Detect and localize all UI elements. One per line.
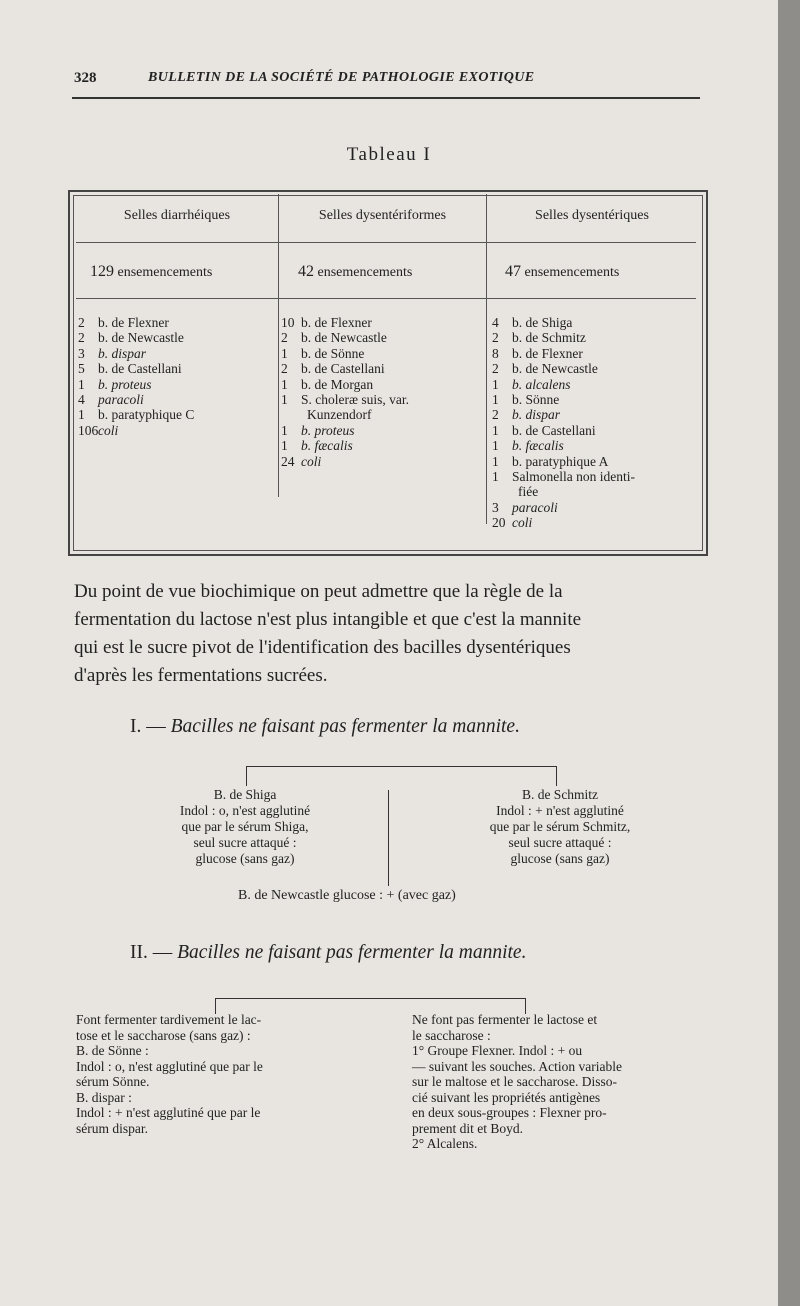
table-entry xyxy=(492,377,635,392)
paragraph-line: d'après les fermentations sucrées. xyxy=(74,665,328,686)
section-1-bracket-left xyxy=(246,766,247,786)
table-entry xyxy=(78,330,194,345)
entry-count: 1 xyxy=(281,392,288,408)
section-1-divider xyxy=(388,790,389,886)
table-entry xyxy=(492,407,635,422)
entry-count: 1 xyxy=(492,376,499,392)
entry-organism: b. de Flexner xyxy=(301,315,372,330)
text-line: Indol : o, n'est agglutiné que par le xyxy=(76,1058,263,1074)
page-number: 328 xyxy=(74,70,97,86)
entry-organism: coli xyxy=(301,453,322,469)
entry-organism: b. fæcalis xyxy=(301,438,353,454)
entry-organism: b. de Flexner xyxy=(512,345,583,361)
col-heading-diarrheiques: Selles diarrhéiques xyxy=(123,208,231,223)
text-line: sur le maltose et le saccharose. Disso- xyxy=(412,1074,618,1089)
entry-organism: b. de Flexner xyxy=(98,315,169,330)
table-rule-header xyxy=(76,242,696,243)
entry-organism: b. de Sönne xyxy=(301,345,365,361)
entry-count: 3 xyxy=(492,499,499,515)
text-line: le saccharose : xyxy=(412,1027,491,1043)
col-count-dysenteriques xyxy=(505,263,619,281)
table-divider-2 xyxy=(486,194,487,524)
entry-organism: b. de Newcastle xyxy=(301,330,387,346)
count-number: 47 xyxy=(505,263,521,280)
col-count-diarrheiques xyxy=(90,263,212,281)
entry-organism: b. de Newcastle xyxy=(512,361,598,377)
text-line: Ne font pas fermenter le lactose et xyxy=(412,1012,598,1027)
body-paragraph xyxy=(74,578,714,690)
entry-organism: S. choleræ suis, var. xyxy=(301,392,409,408)
table-entry xyxy=(78,346,194,361)
count-number: 42 xyxy=(298,263,314,280)
entry-count: 2 xyxy=(492,330,499,346)
section-1-bracket-right xyxy=(556,766,557,786)
entry-organism: b. de Castellani xyxy=(512,422,596,438)
entry-count: 24 xyxy=(281,453,295,469)
text-line: Indol : + n'est agglutiné que par le xyxy=(76,1105,261,1120)
table-entry xyxy=(492,500,635,515)
section-2-right-block xyxy=(412,1012,622,1152)
col-heading-dysenteriformes: Selles dysentériformes xyxy=(318,208,447,223)
table-entry xyxy=(78,423,194,438)
table-title: Tableau I xyxy=(346,144,432,165)
entry-count: 2 xyxy=(492,407,499,423)
text-line: B. de Shiga xyxy=(213,787,277,802)
table-entry xyxy=(281,377,409,392)
text-line: sérum dispar. xyxy=(76,1120,148,1136)
paragraph-line: qui est le sucre pivot de l'identification des bacilles dysentériques xyxy=(74,637,571,658)
entry-count: 4 xyxy=(492,315,499,330)
col-list-dysenteriques xyxy=(492,315,635,531)
table-entry xyxy=(492,330,635,345)
table-rule-count xyxy=(76,298,696,299)
text-line: tose et le saccharose (sans gaz) : xyxy=(76,1027,251,1043)
table-entry xyxy=(281,407,409,422)
table-entry xyxy=(492,484,635,499)
entry-count: 2 xyxy=(78,330,85,346)
paragraph-line: fermentation du lactose n'est plus intangible et que c'est la mannite xyxy=(74,609,582,630)
entry-organism: b. alcalens xyxy=(512,376,571,392)
table-entry xyxy=(281,423,409,438)
section-1-newcastle: B. de Newcastle glucose : + (avec gaz) xyxy=(238,888,456,903)
entry-organism: b. de Castellani xyxy=(301,361,385,377)
entry-count: 3 xyxy=(78,345,85,361)
text-line: cié suivant les propriétés antigènes xyxy=(412,1089,601,1105)
table-entry xyxy=(281,315,409,330)
entry-organism: b. dispar xyxy=(98,345,147,361)
table-entry xyxy=(78,407,194,422)
section-1-right-block xyxy=(420,787,700,867)
text-line: que par le sérum Shiga, xyxy=(181,819,309,834)
section-2-title: Bacilles ne faisant pas fermenter la mannite. xyxy=(177,942,527,963)
entry-organism: b. fæcalis xyxy=(512,438,564,454)
text-line: seul sucre attaqué : xyxy=(508,835,612,850)
text-line: B. de Sönne : xyxy=(76,1043,149,1058)
count-label: ensemencements xyxy=(524,265,620,280)
table-entry xyxy=(78,392,194,407)
text-line: en deux sous-groupes : Flexner pro- xyxy=(412,1105,607,1120)
table-divider-1 xyxy=(278,194,279,497)
header-rule xyxy=(72,97,700,99)
table-entry xyxy=(281,330,409,345)
text-line: Indol : + n'est agglutiné xyxy=(496,803,624,818)
col-heading-dysenteriques: Selles dysentériques xyxy=(535,208,649,223)
section-1-numeral: I. — xyxy=(130,716,166,737)
text-line: B. dispar : xyxy=(76,1089,132,1105)
section-1-heading xyxy=(130,716,520,738)
table-entry xyxy=(492,438,635,453)
col-list-diarrheiques xyxy=(78,315,194,438)
text-line: glucose (sans gaz) xyxy=(195,851,295,866)
section-1-left-block xyxy=(110,787,380,867)
section-1-bracket xyxy=(246,766,556,767)
running-title: BULLETIN DE LA SOCIÉTÉ DE PATHOLOGIE EXOTIQUE xyxy=(148,70,535,85)
entry-organism: b. Sönne xyxy=(512,392,560,408)
entry-count: 1 xyxy=(78,376,85,392)
text-line: que par le sérum Schmitz, xyxy=(489,819,631,834)
table-entry xyxy=(78,361,194,376)
section-2-heading xyxy=(130,942,526,964)
entry-organism: coli xyxy=(98,422,119,438)
page-edge xyxy=(778,0,800,1306)
entry-count: 2 xyxy=(78,315,85,330)
entry-count: 1 xyxy=(281,422,288,438)
entry-organism: b. paratyphique C xyxy=(98,407,195,423)
entry-organism: Salmonella non identi- xyxy=(512,469,635,485)
entry-organism: fiée xyxy=(518,484,539,500)
entry-organism: b. de Newcastle xyxy=(98,330,184,346)
entry-count: 1 xyxy=(492,453,499,469)
entry-organism: Kunzendorf xyxy=(307,407,372,423)
table-entry xyxy=(492,315,635,330)
entry-organism: b. de Castellani xyxy=(98,361,182,377)
entry-organism: b. de Morgan xyxy=(301,376,374,392)
entry-count: 10 xyxy=(281,315,295,330)
table-entry xyxy=(492,392,635,407)
entry-count: 5 xyxy=(78,361,85,377)
table-entry xyxy=(492,454,635,469)
table-entry xyxy=(492,361,635,376)
entry-count: 8 xyxy=(492,345,499,361)
col-count-dysenteriformes xyxy=(298,263,412,281)
entry-count: 1 xyxy=(492,438,499,454)
entry-count: 4 xyxy=(78,392,85,408)
table-entry xyxy=(281,361,409,376)
table-entry xyxy=(492,469,635,484)
table-entry xyxy=(492,346,635,361)
entry-organism: coli xyxy=(512,515,533,531)
text-line: Font fermenter tardivement le lac- xyxy=(76,1012,262,1027)
text-line: B. de Schmitz xyxy=(521,787,599,802)
entry-organism: b. proteus xyxy=(301,422,355,438)
entry-count: 1 xyxy=(492,422,499,438)
table-entry xyxy=(281,346,409,361)
entry-count: 1 xyxy=(78,407,85,423)
entry-organism: paracoli xyxy=(98,392,144,408)
section-2-numeral: II. — xyxy=(130,942,173,963)
text-line: sérum Sönne. xyxy=(76,1074,150,1089)
table-entry xyxy=(281,454,409,469)
entry-organism: b. paratyphique A xyxy=(512,453,609,469)
text-line: 2° Alcalens. xyxy=(412,1136,478,1151)
entry-organism: b. dispar xyxy=(512,407,561,423)
table-entry xyxy=(78,315,194,330)
text-line: — suivant les souches. Action variable xyxy=(412,1058,622,1074)
entry-organism: b. de Schmitz xyxy=(512,330,586,346)
text-line: Indol : o, n'est agglutiné xyxy=(179,803,311,818)
section-2-left-block xyxy=(76,1012,263,1136)
entry-count: 1 xyxy=(281,376,288,392)
paragraph-line: Du point de vue biochimique on peut admettre que la règle de la xyxy=(74,581,563,602)
text-line: prement dit et Boyd. xyxy=(412,1120,523,1136)
table-entry xyxy=(492,515,635,530)
entry-count: 1 xyxy=(281,438,288,454)
entry-count: 1 xyxy=(492,469,499,485)
entry-count: 2 xyxy=(281,330,288,346)
table-entry xyxy=(492,423,635,438)
entry-count: 2 xyxy=(281,361,288,377)
entry-count: 2 xyxy=(492,361,499,377)
table-entry xyxy=(281,392,409,407)
entry-count: 1 xyxy=(281,345,288,361)
text-line: glucose (sans gaz) xyxy=(510,851,610,866)
entry-count: 106 xyxy=(78,422,99,438)
section-1-title: Bacilles ne faisant pas fermenter la mannite. xyxy=(170,716,520,737)
count-label: ensemencements xyxy=(317,265,413,280)
table-entry xyxy=(281,438,409,453)
table-entry xyxy=(78,377,194,392)
section-2-bracket xyxy=(215,998,525,999)
entry-count: 1 xyxy=(492,392,499,408)
count-number: 129 xyxy=(90,263,114,280)
entry-organism: b. proteus xyxy=(98,376,152,392)
entry-organism: b. de Shiga xyxy=(512,315,573,330)
count-label: ensemencements xyxy=(117,265,213,280)
text-line: seul sucre attaqué : xyxy=(193,835,297,850)
col-list-dysenteriformes xyxy=(281,315,409,469)
entry-count: 20 xyxy=(492,515,506,531)
text-line: 1° Groupe Flexner. Indol : + ou xyxy=(412,1043,583,1058)
entry-organism: paracoli xyxy=(512,499,558,515)
